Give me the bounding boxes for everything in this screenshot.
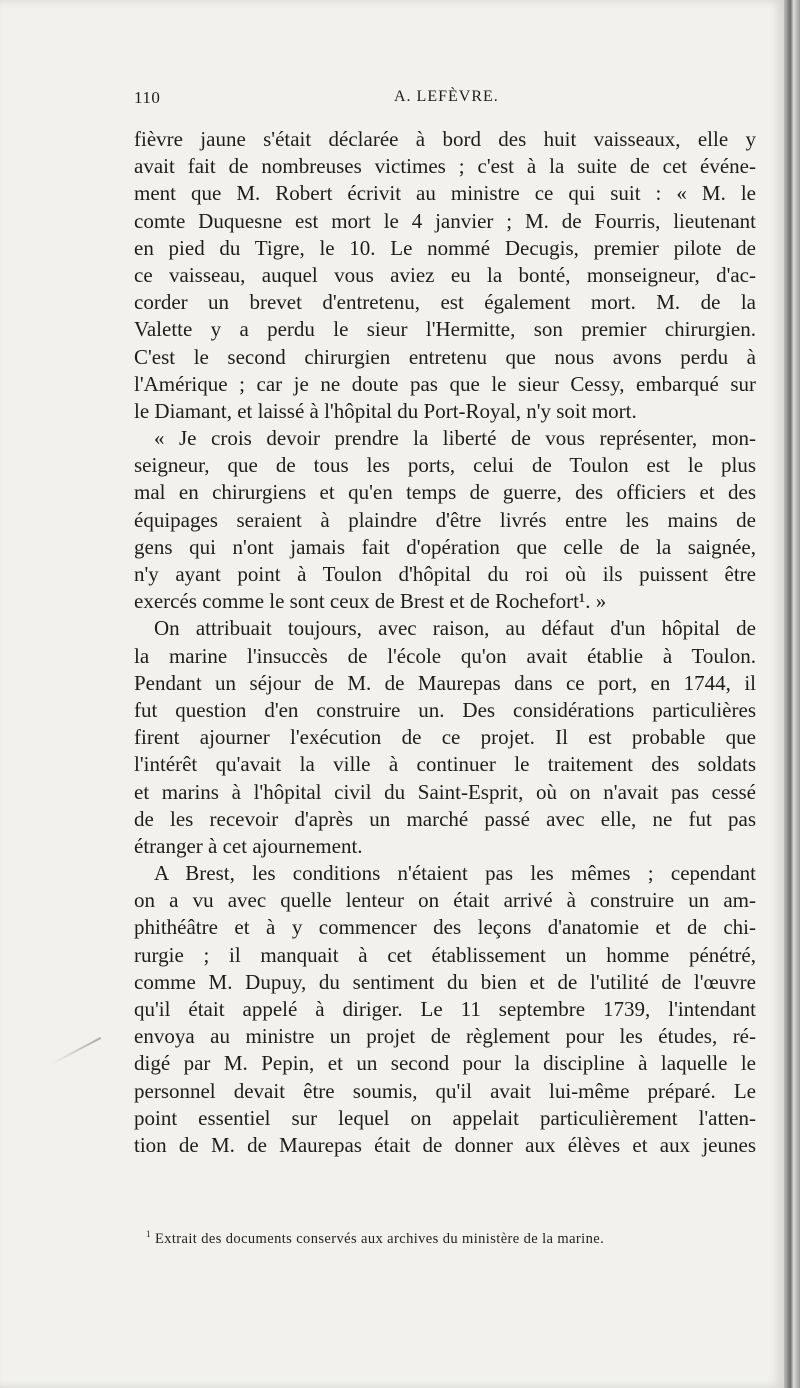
text-line: exercés comme le sont ceux de Brest et de Rochefort¹. » xyxy=(134,589,607,614)
text-line: ment que M. Robert écrivit au ministre ce qui suit : « M. le xyxy=(134,181,756,206)
body-text xyxy=(134,126,756,1159)
footnote xyxy=(146,1229,746,1248)
text-line: Valette y a perdu le sieur l'Hermitte, son premier chirurgien. xyxy=(134,317,756,342)
footnote-text: Extrait des documents conservés aux archives du ministère de la marine. xyxy=(154,1230,605,1247)
text-line: la marine l'insuccès de l'école qu'on avait établie à Toulon. xyxy=(134,643,756,668)
text-line: ce vaisseau, auquel vous aviez eu la bonté, monseigneur, d'ac- xyxy=(134,262,756,287)
text-line: C'est le second chirurgien entretenu que nous avons perdu à xyxy=(134,344,756,369)
text-line: étranger à cet ajournement. xyxy=(134,833,363,858)
text-line: firent ajourner l'exécution de ce projet. Il est probable que xyxy=(134,725,756,750)
text-line: phithéâtre et à y commencer des leçons d'anatomie et de chi- xyxy=(134,915,756,940)
text-line: fièvre jaune s'était déclarée à bord des huit vaisseaux, elle y xyxy=(134,127,756,151)
text-line: personnel devait être soumis, qu'il avait lui-même préparé. Le xyxy=(134,1078,756,1103)
text-line: qu'il était appelé à diriger. Le 11 septembre 1739, l'intendant xyxy=(134,997,756,1021)
text-line: fut question d'en construire un. Des considérations particulières xyxy=(134,697,756,722)
text-line: et marins à l'hôpital civil du Saint-Esprit, où on n'avait pas cessé xyxy=(134,779,756,804)
text-line: point essentiel sur lequel on appelait particulièrement l'atten- xyxy=(134,1105,756,1130)
text-line: comme M. Dupuy, du sentiment du bien et de l'utilité de l'œuvre xyxy=(134,969,756,994)
running-head: A. LEFÈVRE. xyxy=(394,88,499,105)
text-line: n'y ayant point à Toulon d'hôpital du roi où ils puissent être xyxy=(134,562,756,586)
text-line: comte Duquesne est mort le 4 janvier ; M. de Fourris, lieutenant xyxy=(134,208,756,233)
text-line: corder un brevet d'entretenu, est également mort. M. de la xyxy=(134,290,756,315)
page-number: 110 xyxy=(134,88,161,107)
text-line: rurgie ; il manquait à cet établissement un homme pénétré, xyxy=(134,942,756,967)
footnote-marker: 1 xyxy=(146,1229,151,1239)
text-line: A Brest, les conditions n'étaient pas les mêmes ; cependant xyxy=(154,861,756,886)
text-line: « Je crois devoir prendre la liberté de vous représenter, mon- xyxy=(154,426,756,451)
page-header xyxy=(134,88,756,112)
text-line: On attribuait toujours, avec raison, au défaut d'un hôpital de xyxy=(154,616,756,641)
text-line: l'intérêt qu'avait la ville à continuer le traitement des soldats xyxy=(134,752,756,777)
pencil-mark xyxy=(51,1037,101,1065)
text-line: équipages seraient à plaindre d'être livrés entre les mains de xyxy=(134,507,756,532)
book-edge xyxy=(784,0,800,1388)
text-line: Pendant un séjour de M. de Maurepas dans ce port, en 1744, il xyxy=(134,670,756,695)
text-line: digé par M. Pepin, et un second pour la discipline à laquelle le xyxy=(134,1051,756,1076)
text-line: mal en chirurgiens et qu'en temps de guerre, des officiers et des xyxy=(134,480,756,505)
text-line: on a vu avec quelle lenteur on était arrivé à construire un am- xyxy=(134,888,756,913)
text-line: tion de M. de Maurepas était de donner aux élèves et aux jeunes xyxy=(134,1132,756,1157)
text-line: de les recevoir d'après un marché passé avec elle, ne fut pas xyxy=(134,806,756,831)
text-line: en pied du Tigre, le 10. Le nommé Decugis, premier pilote de xyxy=(134,235,756,260)
text-line: l'Amérique ; car je ne doute pas que le sieur Cessy, embarqué sur xyxy=(134,371,756,396)
text-line: gens qui n'ont jamais fait d'opération que celle de la saignée, xyxy=(134,534,756,559)
text-line: envoya au ministre un projet de règlement pour les études, ré- xyxy=(134,1024,756,1049)
text-line: avait fait de nombreuses victimes ; c'est à la suite de cet événe- xyxy=(134,154,756,179)
text-line: le Diamant, et laissé à l'hôpital du Port-Royal, n'y soit mort. xyxy=(134,398,637,423)
text-line: seigneur, que de tous les ports, celui de Toulon est le plus xyxy=(134,453,756,478)
